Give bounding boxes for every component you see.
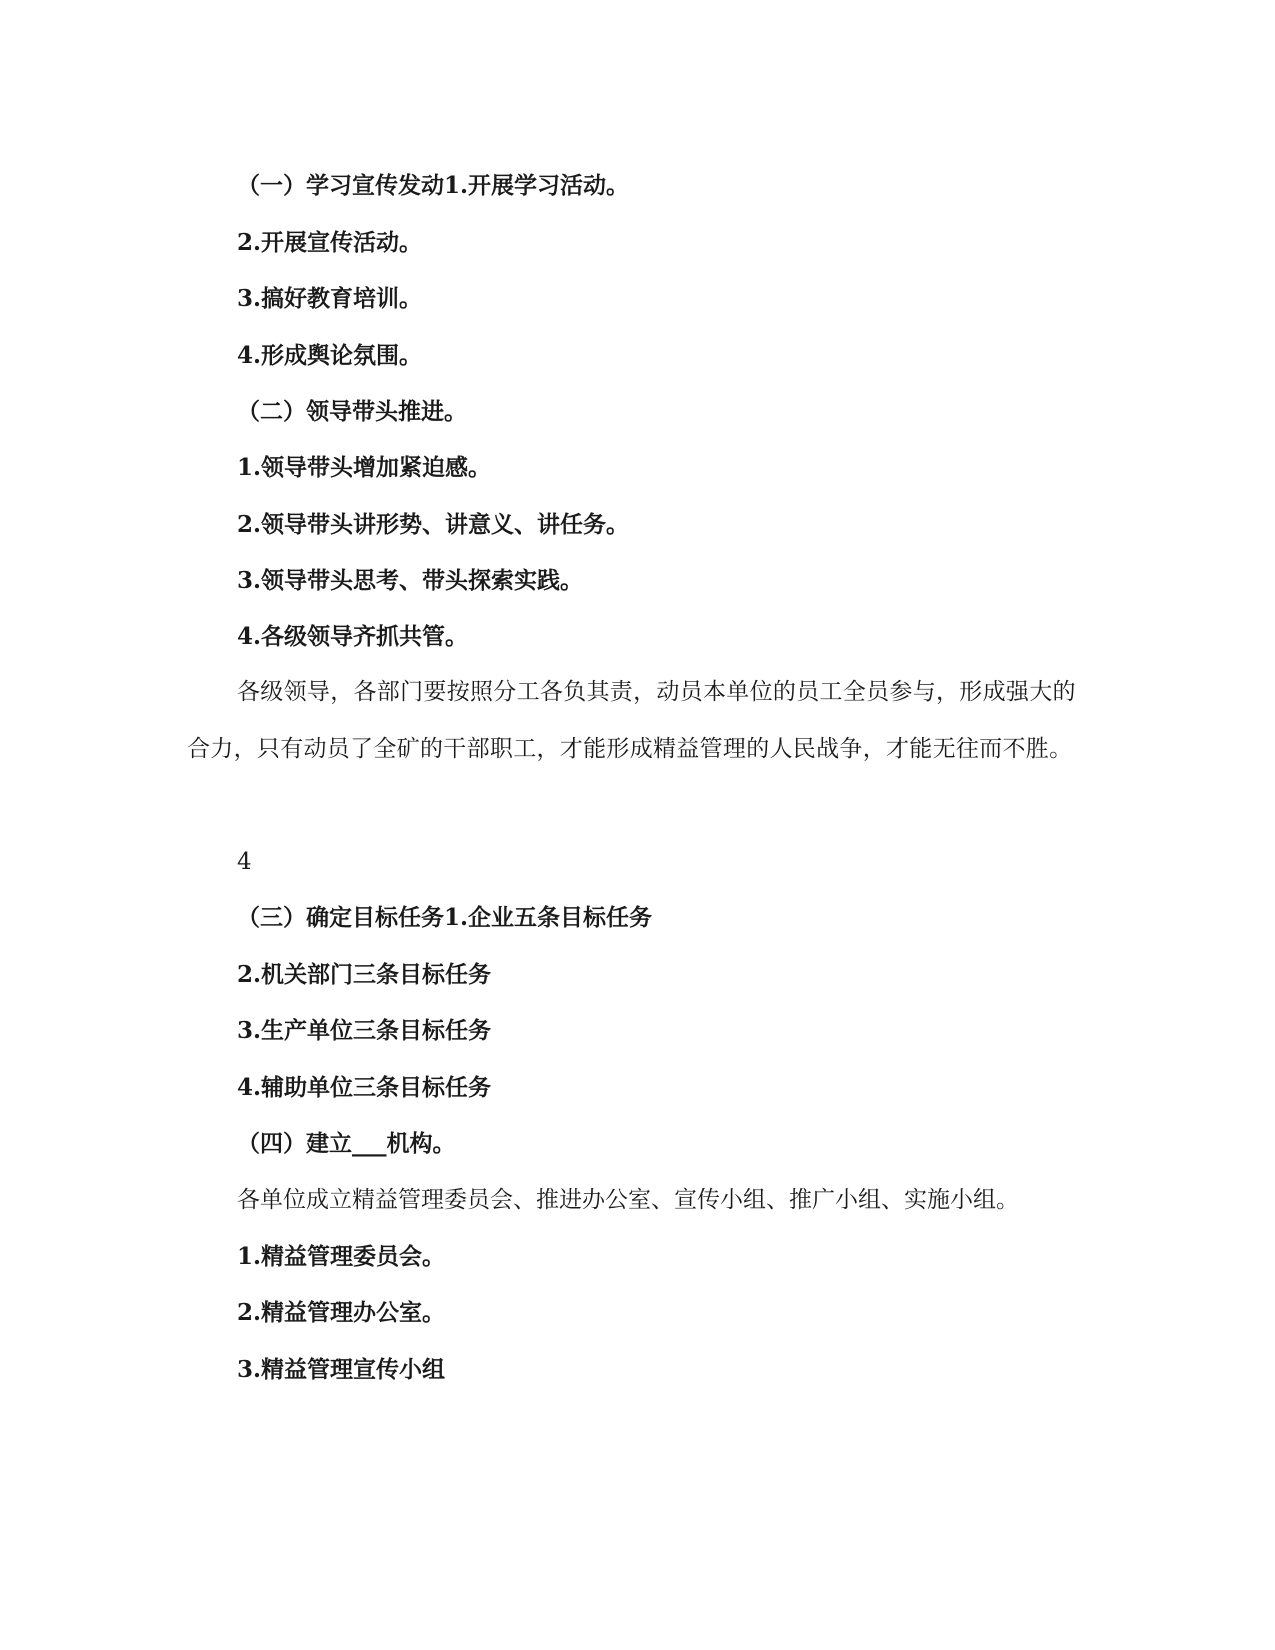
list-item: 2.精益管理办公室。 <box>237 1299 446 1326</box>
list-item: 2.开展宣传活动。 <box>237 229 423 256</box>
body-paragraph: 各级领导，各部门要按照分工各负其责，动员本单位的员工全员参与，形成强大的合力，只有动员了全矿的干部职工，才能形成精益管理的人民战争，才能无往而不胜。 <box>187 679 1076 762</box>
list-item: 4.形成舆论氛围。 <box>237 342 423 369</box>
list-item: 3.搞好教育培训。 <box>237 285 423 312</box>
list-item: 4.辅助单位三条目标任务 <box>237 1074 492 1101</box>
list-item: 3.领导带头思考、带头探索实践。 <box>237 567 584 594</box>
page-number: 4 <box>237 849 252 875</box>
section-heading-4: （四）建立___机构。 <box>237 1130 456 1157</box>
list-item: 4.各级领导齐抓共管。 <box>237 623 469 650</box>
list-item: 2.领导带头讲形势、讲意义、讲任务。 <box>237 511 630 538</box>
list-item: 3.生产单位三条目标任务 <box>237 1017 492 1044</box>
section-heading-1: （一）学习宣传发动1.开展学习活动。 <box>237 172 630 199</box>
list-item: 1.领导带头增加紧迫感。 <box>237 454 492 481</box>
section-heading-3: （三）确定目标任务1.企业五条目标任务 <box>237 904 653 931</box>
section-heading-2: （二）领导带头推进。 <box>237 398 467 425</box>
body-line: 各单位成立精益管理委员会、推进办公室、宣传小组、推广小组、实施小组。 <box>237 1187 1019 1213</box>
list-item: 3.精益管理宣传小组 <box>237 1356 446 1383</box>
list-item: 1.精益管理委员会。 <box>237 1243 446 1270</box>
list-item: 2.机关部门三条目标任务 <box>237 961 492 988</box>
